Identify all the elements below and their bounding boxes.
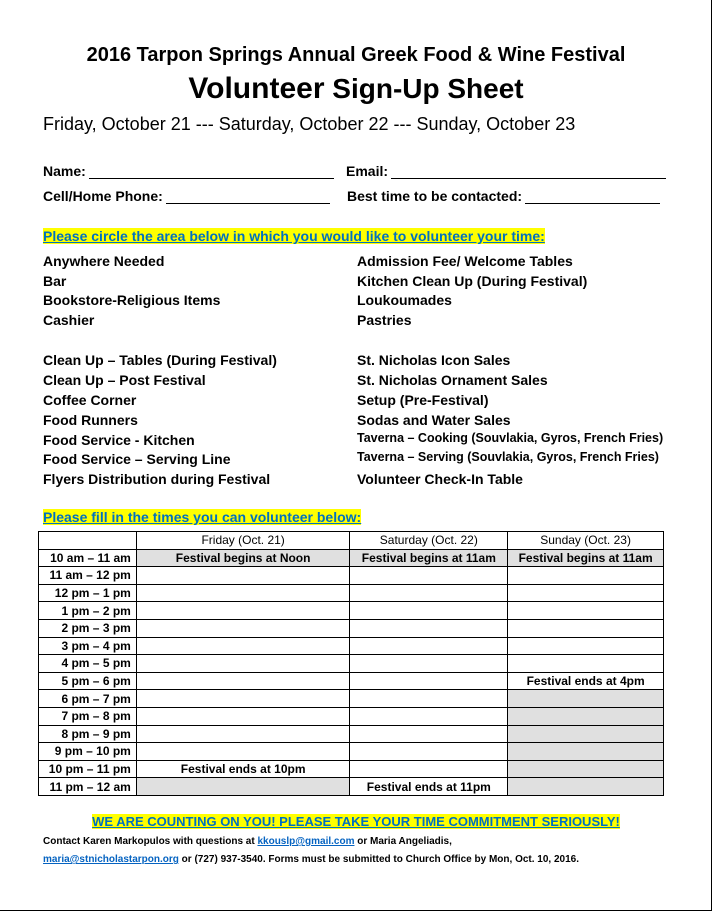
saturday-cell[interactable] — [350, 690, 508, 708]
commitment-text: WE ARE COUNTING ON YOU! PLEASE TAKE YOUR TIME COMMITMENT SERIOUSLY! — [92, 814, 620, 829]
table-row — [39, 655, 664, 673]
time-slot: 3 pm – 4 pm — [39, 637, 137, 655]
area-food-service-kitchen[interactable]: Food Service - Kitchen — [43, 432, 195, 448]
table-row — [39, 672, 664, 690]
friday-cell[interactable] — [136, 584, 350, 602]
time-slot: 8 pm – 9 pm — [39, 725, 137, 743]
sunday-cell[interactable] — [508, 602, 664, 620]
friday-cell[interactable] — [136, 743, 350, 761]
area-cashier[interactable]: Cashier — [43, 312, 95, 328]
sunday-closed-cell — [508, 690, 664, 708]
schedule-header-time — [39, 532, 137, 550]
saturday-note: Festival begins at 11am — [350, 549, 508, 567]
time-slot: 6 pm – 7 pm — [39, 690, 137, 708]
sunday-cell[interactable] — [508, 637, 664, 655]
sunday-note: Festival ends at 4pm — [508, 672, 664, 690]
time-slot: 11 pm – 12 am — [39, 778, 137, 796]
friday-note: Festival ends at 10pm — [136, 760, 350, 778]
table-row — [39, 637, 664, 655]
time-slot: 9 pm – 10 pm — [39, 743, 137, 761]
email-label: Email: — [346, 163, 389, 179]
time-slot: 7 pm – 8 pm — [39, 707, 137, 725]
best-time-blank[interactable] — [525, 191, 660, 204]
friday-cell[interactable] — [136, 567, 350, 585]
saturday-cell[interactable] — [350, 743, 508, 761]
best-time-field[interactable] — [347, 188, 660, 204]
area-bookstore[interactable]: Bookstore-Religious Items — [43, 292, 221, 308]
friday-cell[interactable] — [136, 672, 350, 690]
sunday-note: Festival begins at 11am — [508, 549, 664, 567]
area-clean-up-post[interactable]: Clean Up – Post Festival — [43, 372, 206, 388]
area-admission-fee[interactable]: Admission Fee/ Welcome Tables — [357, 253, 573, 269]
sunday-closed-cell — [508, 743, 664, 761]
friday-cell[interactable] — [136, 725, 350, 743]
table-row — [39, 602, 664, 620]
table-row — [39, 584, 664, 602]
schedule-heading: Please fill in the times you can volunteer below: — [43, 509, 362, 525]
saturday-cell[interactable] — [350, 567, 508, 585]
area-coffee-corner[interactable]: Coffee Corner — [43, 392, 137, 408]
sheet-title-rest: Sign-Up Sheet — [324, 73, 524, 104]
area-anywhere-needed[interactable]: Anywhere Needed — [43, 253, 165, 269]
friday-closed-cell — [136, 778, 350, 796]
sunday-cell[interactable] — [508, 655, 664, 673]
time-slot: 2 pm – 3 pm — [39, 619, 137, 637]
area-clean-up-tables[interactable]: Clean Up – Tables (During Festival) — [43, 352, 277, 368]
schedule-header-sunday: Sunday (Oct. 23) — [508, 532, 664, 550]
best-time-label: Best time to be contacted: — [347, 188, 523, 204]
area-bar[interactable]: Bar — [43, 273, 67, 289]
contact-mid: or Maria Angeliadis, — [354, 836, 452, 847]
saturday-cell[interactable] — [350, 760, 508, 778]
table-row — [39, 707, 664, 725]
time-slot: 10 pm – 11 pm — [39, 760, 137, 778]
area-kitchen-clean-up[interactable]: Kitchen Clean Up (During Festival) — [357, 273, 588, 289]
saturday-cell[interactable] — [350, 655, 508, 673]
saturday-note: Festival ends at 11pm — [350, 778, 508, 796]
friday-cell[interactable] — [136, 602, 350, 620]
saturday-cell[interactable] — [350, 619, 508, 637]
name-field[interactable] — [43, 163, 334, 179]
friday-cell[interactable] — [136, 707, 350, 725]
sunday-closed-cell — [508, 707, 664, 725]
area-food-runners[interactable]: Food Runners — [43, 412, 138, 428]
contact-suffix: or (727) 937-3540. Forms must be submitted to Church Office by Mon, Oct. 10, 2016. — [178, 854, 579, 865]
saturday-cell[interactable] — [350, 707, 508, 725]
friday-cell[interactable] — [136, 619, 350, 637]
email-link-maria[interactable]: maria@stnicholastarpon.org — [43, 854, 179, 865]
phone-blank[interactable] — [166, 191, 330, 204]
sunday-cell[interactable] — [508, 584, 664, 602]
phone-field[interactable] — [43, 188, 330, 204]
table-row — [39, 760, 664, 778]
table-row — [39, 549, 664, 567]
sunday-closed-cell — [508, 725, 664, 743]
area-sodas-water[interactable]: Sodas and Water Sales — [357, 412, 511, 428]
areas-heading: Please circle the area below in which you would like to volunteer your time: — [43, 228, 545, 244]
name-blank[interactable] — [89, 166, 334, 179]
table-row — [39, 567, 664, 585]
area-taverna-serving[interactable]: Taverna – Serving (Souvlakia, Gyros, French Fries) — [357, 450, 659, 464]
commitment-banner — [0, 813, 712, 831]
area-loukoumades[interactable]: Loukoumades — [357, 292, 452, 308]
contact-line-1 — [43, 836, 452, 847]
saturday-cell[interactable] — [350, 672, 508, 690]
friday-cell[interactable] — [136, 655, 350, 673]
area-pastries[interactable]: Pastries — [357, 312, 412, 328]
sunday-closed-cell — [508, 778, 664, 796]
saturday-cell[interactable] — [350, 637, 508, 655]
saturday-cell[interactable] — [350, 584, 508, 602]
schedule-header-saturday: Saturday (Oct. 22) — [350, 532, 508, 550]
friday-cell[interactable] — [136, 690, 350, 708]
friday-cell[interactable] — [136, 637, 350, 655]
schedule-header-friday: Friday (Oct. 21) — [136, 532, 350, 550]
time-slot: 12 pm – 1 pm — [39, 584, 137, 602]
contact-line-2 — [43, 854, 579, 865]
sheet-title-volunteer: Volunteer — [188, 72, 325, 105]
time-slot: 5 pm – 6 pm — [39, 672, 137, 690]
table-row — [39, 690, 664, 708]
contact-prefix: Contact Karen Markopulos with questions at — [43, 836, 258, 847]
area-flyers-distribution[interactable]: Flyers Distribution during Festival — [43, 471, 271, 487]
email-field[interactable] — [346, 163, 666, 179]
area-taverna-cooking[interactable]: Taverna – Cooking (Souvlakia, Gyros, French Fries) — [357, 431, 664, 445]
time-slot: 11 am – 12 pm — [39, 567, 137, 585]
festival-dates: Friday, October 21 --- Saturday, October 22 --- Sunday, October 23 — [43, 114, 576, 134]
area-setup[interactable]: Setup (Pre-Festival) — [357, 392, 489, 408]
table-row — [39, 619, 664, 637]
time-slot: 4 pm – 5 pm — [39, 655, 137, 673]
email-link-karen[interactable]: kkouslp@gmail.com — [257, 836, 355, 847]
email-blank[interactable] — [391, 166, 666, 179]
table-row — [39, 725, 664, 743]
friday-note: Festival begins at Noon — [136, 549, 350, 567]
table-row — [39, 778, 664, 796]
sheet-title — [0, 72, 712, 106]
schedule-table — [38, 531, 664, 796]
time-slot: 10 am – 11 am — [39, 549, 137, 567]
saturday-cell[interactable] — [350, 602, 508, 620]
area-icon-sales[interactable]: St. Nicholas Icon Sales — [357, 352, 511, 368]
area-check-in-table[interactable]: Volunteer Check-In Table — [357, 471, 523, 487]
saturday-cell[interactable] — [350, 725, 508, 743]
area-ornament-sales[interactable]: St. Nicholas Ornament Sales — [357, 372, 548, 388]
area-food-service-serving[interactable]: Food Service – Serving Line — [43, 451, 231, 467]
time-slot: 1 pm – 2 pm — [39, 602, 137, 620]
schedule-header-row — [39, 532, 664, 550]
name-label: Name: — [43, 163, 86, 179]
phone-label: Cell/Home Phone: — [43, 188, 163, 204]
sunday-cell[interactable] — [508, 567, 664, 585]
festival-title: 2016 Tarpon Springs Annual Greek Food & Wine Festival — [86, 44, 626, 66]
sunday-cell[interactable] — [508, 619, 664, 637]
table-row — [39, 743, 664, 761]
sunday-closed-cell — [508, 760, 664, 778]
